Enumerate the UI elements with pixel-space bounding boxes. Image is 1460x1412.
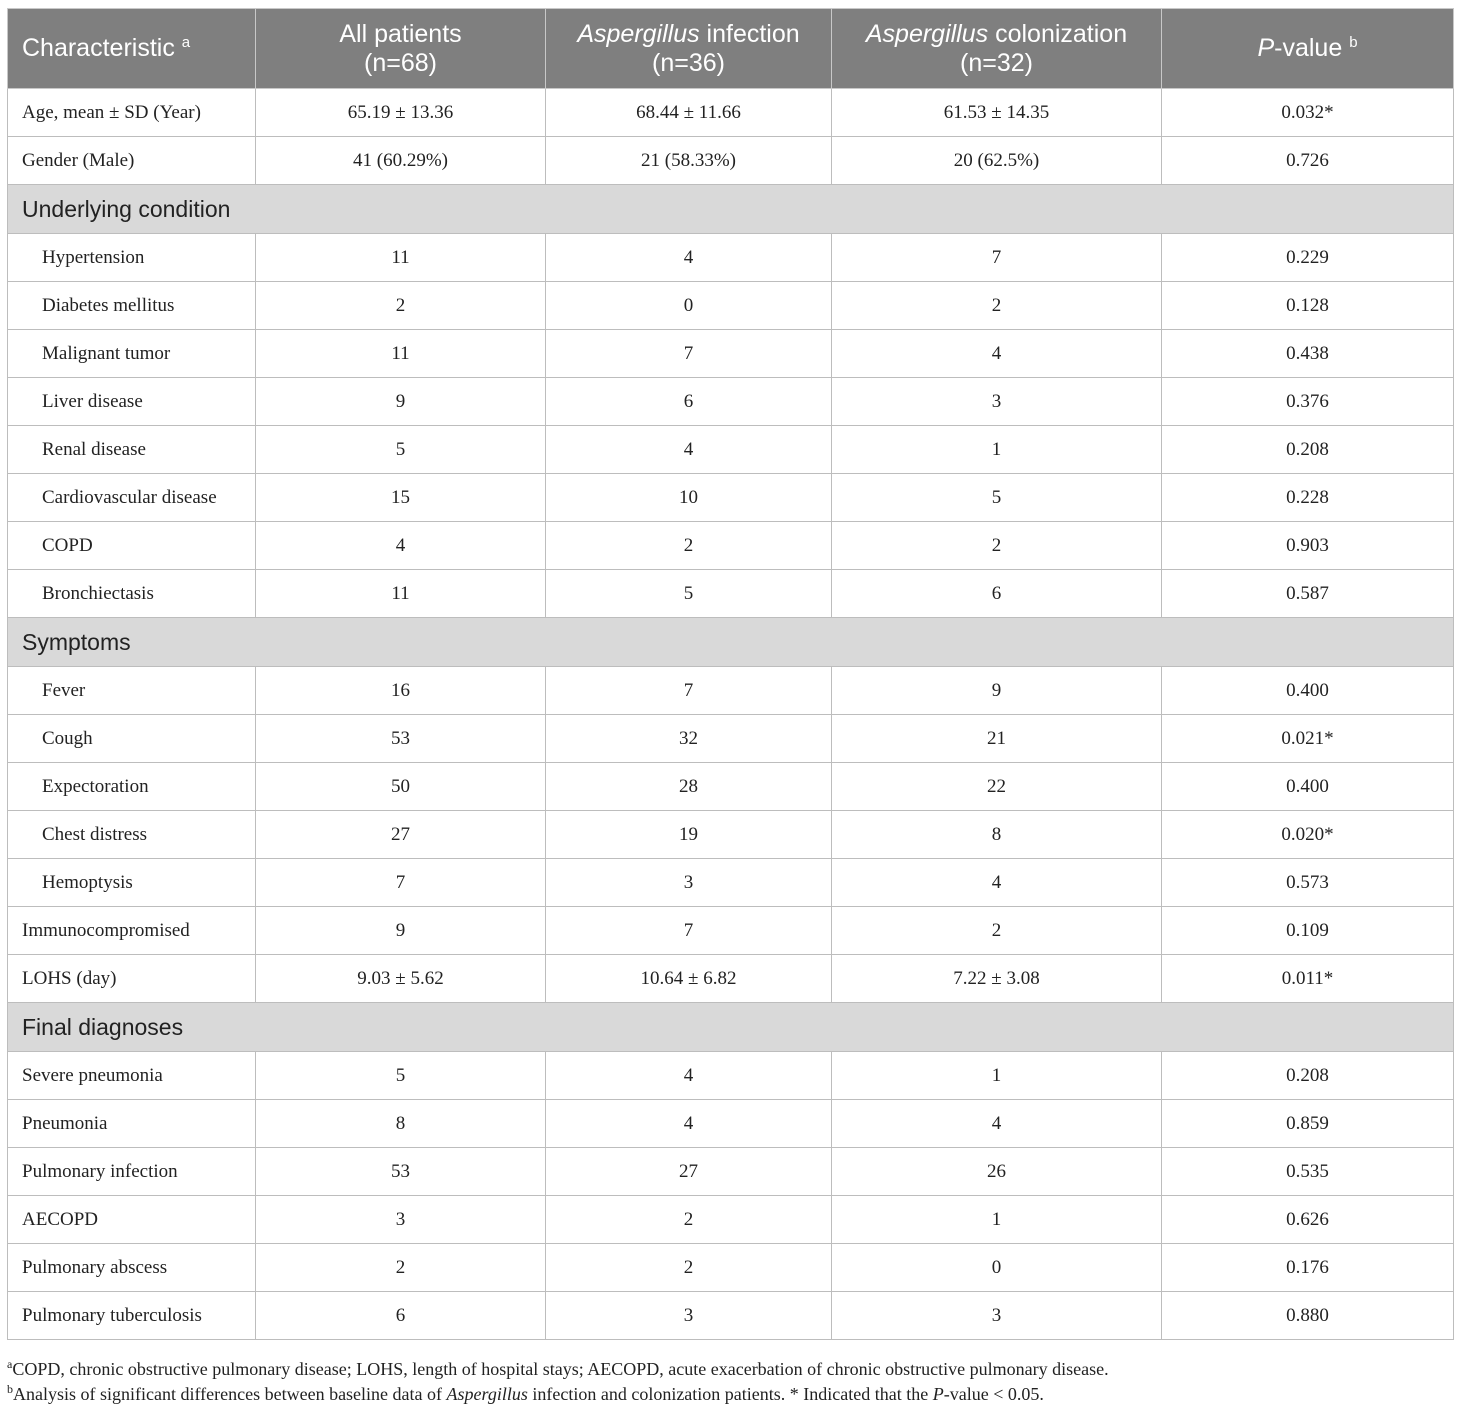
header-aspergillus-infection: Aspergillus infection (n=36) xyxy=(546,9,832,89)
footnote-marker-a: a xyxy=(181,34,191,51)
infection-cell: 28 xyxy=(546,763,832,811)
all-patients-cell: 27 xyxy=(256,811,546,859)
table-row xyxy=(8,378,1454,426)
colonization-cell: 3 xyxy=(832,378,1162,426)
colonization-cell: 7 xyxy=(832,234,1162,282)
row-label-cell: Pulmonary abscess xyxy=(8,1244,256,1292)
section-title: Underlying condition xyxy=(8,185,1454,234)
colonization-cell: 22 xyxy=(832,763,1162,811)
p-value-cell: 0.208 xyxy=(1162,426,1454,474)
infection-cell: 4 xyxy=(546,1052,832,1100)
colonization-cell: 61.53 ± 14.35 xyxy=(832,89,1162,137)
baseline-characteristics-table xyxy=(7,8,1454,1340)
row-label-cell: Cardiovascular disease xyxy=(8,474,256,522)
all-patients-cell: 50 xyxy=(256,763,546,811)
colonization-cell: 3 xyxy=(832,1292,1162,1340)
all-patients-cell: 7 xyxy=(256,859,546,907)
table-row xyxy=(8,330,1454,378)
all-patients-cell: 8 xyxy=(256,1100,546,1148)
row-label-cell: Expectoration xyxy=(8,763,256,811)
colonization-cell: 2 xyxy=(832,522,1162,570)
infection-cell: 6 xyxy=(546,378,832,426)
infection-cell: 7 xyxy=(546,667,832,715)
colonization-cell: 8 xyxy=(832,811,1162,859)
row-label-cell: Immunocompromised xyxy=(8,907,256,955)
p-value-cell: 0.859 xyxy=(1162,1100,1454,1148)
baseline-table-container xyxy=(7,8,1453,1340)
p-value-cell: 0.228 xyxy=(1162,474,1454,522)
row-label-cell: Diabetes mellitus xyxy=(8,282,256,330)
infection-cell: 4 xyxy=(546,426,832,474)
p-value-cell: 0.176 xyxy=(1162,1244,1454,1292)
p-value-cell: 0.438 xyxy=(1162,330,1454,378)
all-patients-cell: 11 xyxy=(256,570,546,618)
row-label-cell: Severe pneumonia xyxy=(8,1052,256,1100)
row-label-cell: Pulmonary tuberculosis xyxy=(8,1292,256,1340)
p-value-cell: 0.535 xyxy=(1162,1148,1454,1196)
infection-cell: 27 xyxy=(546,1148,832,1196)
colonization-cell: 6 xyxy=(832,570,1162,618)
section-title: Symptoms xyxy=(8,618,1454,667)
colonization-cell: 1 xyxy=(832,426,1162,474)
all-patients-cell: 15 xyxy=(256,474,546,522)
p-value-cell: 0.726 xyxy=(1162,137,1454,185)
table-row xyxy=(8,522,1454,570)
row-label-cell: COPD xyxy=(8,522,256,570)
table-row xyxy=(8,955,1454,1003)
row-label-cell: Renal disease xyxy=(8,426,256,474)
all-patients-cell: 9 xyxy=(256,907,546,955)
colonization-cell: 9 xyxy=(832,667,1162,715)
table-row xyxy=(8,234,1454,282)
all-patients-cell: 4 xyxy=(256,522,546,570)
infection-cell: 21 (58.33%) xyxy=(546,137,832,185)
p-value-cell: 0.021* xyxy=(1162,715,1454,763)
infection-cell: 5 xyxy=(546,570,832,618)
all-patients-cell: 65.19 ± 13.36 xyxy=(256,89,546,137)
all-patients-cell: 41 (60.29%) xyxy=(256,137,546,185)
p-value-cell: 0.903 xyxy=(1162,522,1454,570)
row-label-cell: Chest distress xyxy=(8,811,256,859)
colonization-cell: 2 xyxy=(832,907,1162,955)
p-value-cell: 0.020* xyxy=(1162,811,1454,859)
colonization-cell: 7.22 ± 3.08 xyxy=(832,955,1162,1003)
colonization-cell: 5 xyxy=(832,474,1162,522)
row-label-cell: AECOPD xyxy=(8,1196,256,1244)
p-value-cell: 0.573 xyxy=(1162,859,1454,907)
colonization-cell: 1 xyxy=(832,1196,1162,1244)
row-label-cell: Fever xyxy=(8,667,256,715)
infection-cell: 7 xyxy=(546,330,832,378)
colonization-cell: 26 xyxy=(832,1148,1162,1196)
p-value-cell: 0.128 xyxy=(1162,282,1454,330)
row-label-cell: Gender (Male) xyxy=(8,137,256,185)
table-row xyxy=(8,763,1454,811)
row-label-cell: LOHS (day) xyxy=(8,955,256,1003)
table-row xyxy=(8,474,1454,522)
colonization-cell: 4 xyxy=(832,859,1162,907)
all-patients-cell: 5 xyxy=(256,426,546,474)
table-row xyxy=(8,570,1454,618)
table-row xyxy=(8,907,1454,955)
colonization-cell: 4 xyxy=(832,330,1162,378)
all-patients-cell: 2 xyxy=(256,282,546,330)
table-row xyxy=(8,282,1454,330)
row-label-cell: Age, mean ± SD (Year) xyxy=(8,89,256,137)
infection-cell: 10 xyxy=(546,474,832,522)
row-label-cell: Pulmonary infection xyxy=(8,1148,256,1196)
all-patients-cell: 6 xyxy=(256,1292,546,1340)
table-row xyxy=(8,89,1454,137)
footnote-a: $^a$COPD, chronic obstructive pulmonary disease; LOHS, length of hospital stays; AECOPD, acute exacerbation of chronic obstructive pulmonary disease. xyxy=(7,1357,1109,1379)
table-row xyxy=(8,715,1454,763)
header-p-value: P-value $^b$ xyxy=(1162,9,1454,89)
header-aspergillus-colonization: Aspergillus colonization (n=32) xyxy=(832,9,1162,89)
section-header-row xyxy=(8,185,1454,234)
all-patients-cell: 11 xyxy=(256,330,546,378)
table-row xyxy=(8,667,1454,715)
infection-cell: 2 xyxy=(546,1244,832,1292)
infection-cell: 3 xyxy=(546,1292,832,1340)
all-patients-cell: 5 xyxy=(256,1052,546,1100)
infection-cell: 19 xyxy=(546,811,832,859)
table-row xyxy=(8,1292,1454,1340)
section-title: Final diagnoses xyxy=(8,1003,1454,1052)
row-label-cell: Bronchiectasis xyxy=(8,570,256,618)
colonization-cell: 2 xyxy=(832,282,1162,330)
p-value-cell: 0.626 xyxy=(1162,1196,1454,1244)
colonization-cell: 21 xyxy=(832,715,1162,763)
all-patients-cell: 3 xyxy=(256,1196,546,1244)
table-row xyxy=(8,1100,1454,1148)
table-row xyxy=(8,426,1454,474)
table-header-row xyxy=(8,9,1454,89)
p-value-cell: 0.400 xyxy=(1162,763,1454,811)
footnote-b: $^b$Analysis of significant differences between baseline data of Aspergillus infection and colonization patients. * Indicated that the P-value < 0.05. xyxy=(7,1382,1044,1404)
row-label-cell: Liver disease xyxy=(8,378,256,426)
colonization-cell: 0 xyxy=(832,1244,1162,1292)
row-label-cell: Cough xyxy=(8,715,256,763)
p-value-cell: 0.376 xyxy=(1162,378,1454,426)
infection-cell: 2 xyxy=(546,522,832,570)
all-patients-cell: 16 xyxy=(256,667,546,715)
table-row xyxy=(8,859,1454,907)
table-row xyxy=(8,811,1454,859)
table-row xyxy=(8,1052,1454,1100)
all-patients-cell: 53 xyxy=(256,1148,546,1196)
p-value-cell: 0.587 xyxy=(1162,570,1454,618)
colonization-cell: 20 (62.5%) xyxy=(832,137,1162,185)
table-row xyxy=(8,1244,1454,1292)
infection-cell: 10.64 ± 6.82 xyxy=(546,955,832,1003)
p-value-cell: 0.032* xyxy=(1162,89,1454,137)
infection-cell: 7 xyxy=(546,907,832,955)
all-patients-cell: 11 xyxy=(256,234,546,282)
infection-cell: 0 xyxy=(546,282,832,330)
section-header-row xyxy=(8,1003,1454,1052)
p-value-cell: 0.109 xyxy=(1162,907,1454,955)
p-value-cell: 0.229 xyxy=(1162,234,1454,282)
all-patients-cell: 9 xyxy=(256,378,546,426)
table-row xyxy=(8,137,1454,185)
infection-cell: 4 xyxy=(546,1100,832,1148)
infection-cell: 4 xyxy=(546,234,832,282)
footnote-marker-b: b xyxy=(1349,34,1358,51)
p-value-cell: 0.208 xyxy=(1162,1052,1454,1100)
all-patients-cell: 2 xyxy=(256,1244,546,1292)
all-patients-cell: 9.03 ± 5.62 xyxy=(256,955,546,1003)
all-patients-cell: 53 xyxy=(256,715,546,763)
p-value-cell: 0.011* xyxy=(1162,955,1454,1003)
table-body xyxy=(8,89,1454,1340)
row-label-cell: Hypertension xyxy=(8,234,256,282)
infection-cell: 32 xyxy=(546,715,832,763)
table-footnotes xyxy=(7,1357,1453,1407)
row-label-cell: Pneumonia xyxy=(8,1100,256,1148)
infection-cell: 68.44 ± 11.66 xyxy=(546,89,832,137)
section-header-row xyxy=(8,618,1454,667)
p-value-cell: 0.880 xyxy=(1162,1292,1454,1340)
infection-cell: 2 xyxy=(546,1196,832,1244)
p-value-cell: 0.400 xyxy=(1162,667,1454,715)
table-row xyxy=(8,1196,1454,1244)
infection-cell: 3 xyxy=(546,859,832,907)
colonization-cell: 1 xyxy=(832,1052,1162,1100)
colonization-cell: 4 xyxy=(832,1100,1162,1148)
table-row xyxy=(8,1148,1454,1196)
row-label-cell: Hemoptysis xyxy=(8,859,256,907)
header-all-patients: All patients (n=68) xyxy=(256,9,546,89)
row-label-cell: Malignant tumor xyxy=(8,330,256,378)
header-characteristic: Characteristic $^a$ xyxy=(8,9,256,89)
